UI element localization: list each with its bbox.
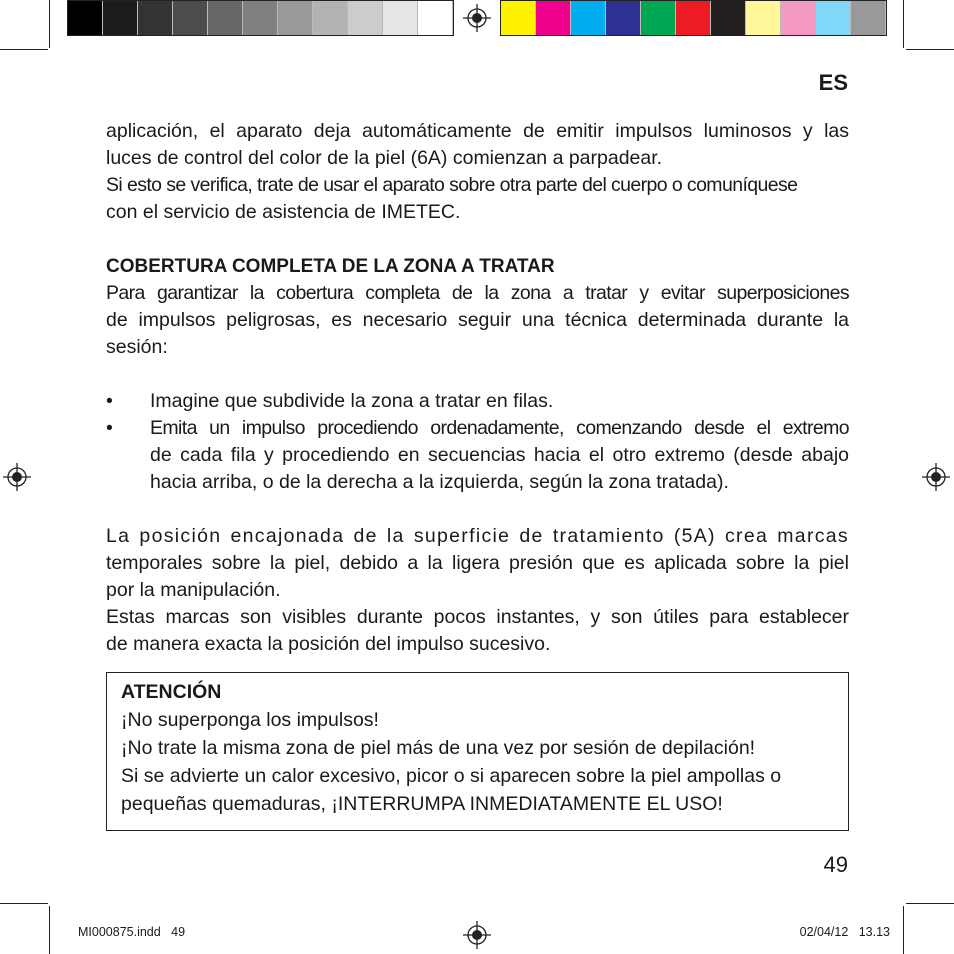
list-item-text: Emita un impulso procediendo ordenadamente, comenzando desde el extremo [150,417,849,439]
color-swatch [711,1,746,35]
color-swatch [781,1,816,35]
footer-file-info: MI000875.indd 49 [78,925,186,939]
paragraph-line: Para garantizar la cobertura completa de la zona a tratar y evitar superposiciones [106,282,849,304]
crop-mark [0,49,48,50]
color-swatch [208,1,243,35]
paragraph-line: luces de control del color de la piel (6A) comienzan a parpadear. [106,147,663,169]
footer-timestamp: 02/04/12 13.13 [799,925,890,939]
crop-mark [903,0,904,48]
color-calibration-bar [500,0,887,36]
warning-box [106,672,849,831]
registration-mark-icon [463,921,491,949]
crop-mark [906,903,954,904]
page-body [106,118,849,658]
registration-mark-icon [3,463,31,491]
color-swatch [606,1,641,35]
color-swatch [851,1,886,35]
list-item-text: Imagine que subdivide la zona a tratar en filas. [150,390,554,412]
color-swatch [68,1,103,35]
bullet-icon: • [106,390,113,412]
color-swatch [501,1,536,35]
paragraph-line: aplicación, el aparato deja automáticamente de emitir impulsos luminosos y las [106,120,849,142]
color-swatch [173,1,208,35]
warning-line: ¡No trate la misma zona de piel más de una vez por sesión de depilación! [121,737,756,759]
paragraph-line: Estas marcas son visibles durante pocos instantes, y son útiles para establecer [106,606,849,628]
color-swatch [138,1,173,35]
page-number: 49 [823,852,848,877]
bullet-list [106,388,849,496]
warning-title: ATENCIÓN [121,681,222,703]
warning-line: pequeñas quemaduras, ¡INTERRUMPA INMEDIATAMENTE EL USO! [121,793,723,815]
list-item [106,415,849,496]
color-swatch [348,1,383,35]
list-item-text: de cada fila y procediendo en secuencias hacia el otro extremo (desde abajo [150,444,849,466]
paragraph-line: sesión: [106,336,168,358]
paragraph-line: de manera exacta la posición del impulso sucesivo. [106,633,551,655]
paragraph-line: La posición encajonada de la superficie de tratamiento (5A) crea marcas [106,525,849,547]
color-swatch [641,1,676,35]
color-swatch [536,1,571,35]
color-swatch [571,1,606,35]
registration-mark-icon [463,4,491,32]
crop-mark [903,906,904,954]
crop-mark [0,903,48,904]
paragraph-line: Si esto se verifica, trate de usar el aparato sobre otra parte del cuerpo o comuníquese [106,174,798,196]
color-swatch [243,1,278,35]
warning-line: Si se advierte un calor excesivo, picor o si aparecen sobre la piel ampollas o [121,765,782,787]
paragraph-line: con el servicio de asistencia de IMETEC. [106,201,461,223]
warning-line: ¡No superponga los impulsos! [121,709,379,731]
crop-mark [906,49,954,50]
paragraph-line: por la manipulación. [106,579,281,601]
bullet-icon: • [106,417,113,439]
list-item-text: hacia arriba, o de la derecha a la izquierda, según la zona tratada). [150,471,729,493]
color-swatch [313,1,348,35]
paragraph-line: de impulsos peligrosas, es necesario seguir una técnica determinada durante la [106,309,849,331]
paragraph-line: temporales sobre la piel, debido a la ligera presión que es aplicada sobre la piel [106,552,849,574]
grayscale-calibration-bar [67,0,454,36]
color-swatch [676,1,711,35]
crop-mark [49,0,50,48]
language-label: ES [818,70,848,95]
list-item [106,388,849,415]
crop-mark [49,906,50,954]
color-swatch [383,1,418,35]
section-heading: COBERTURA COMPLETA DE LA ZONA A TRATAR [106,256,555,277]
color-swatch [746,1,781,35]
color-swatch [103,1,138,35]
color-swatch [278,1,313,35]
color-swatch [816,1,851,35]
registration-mark-icon [922,463,950,491]
color-swatch [418,1,453,35]
